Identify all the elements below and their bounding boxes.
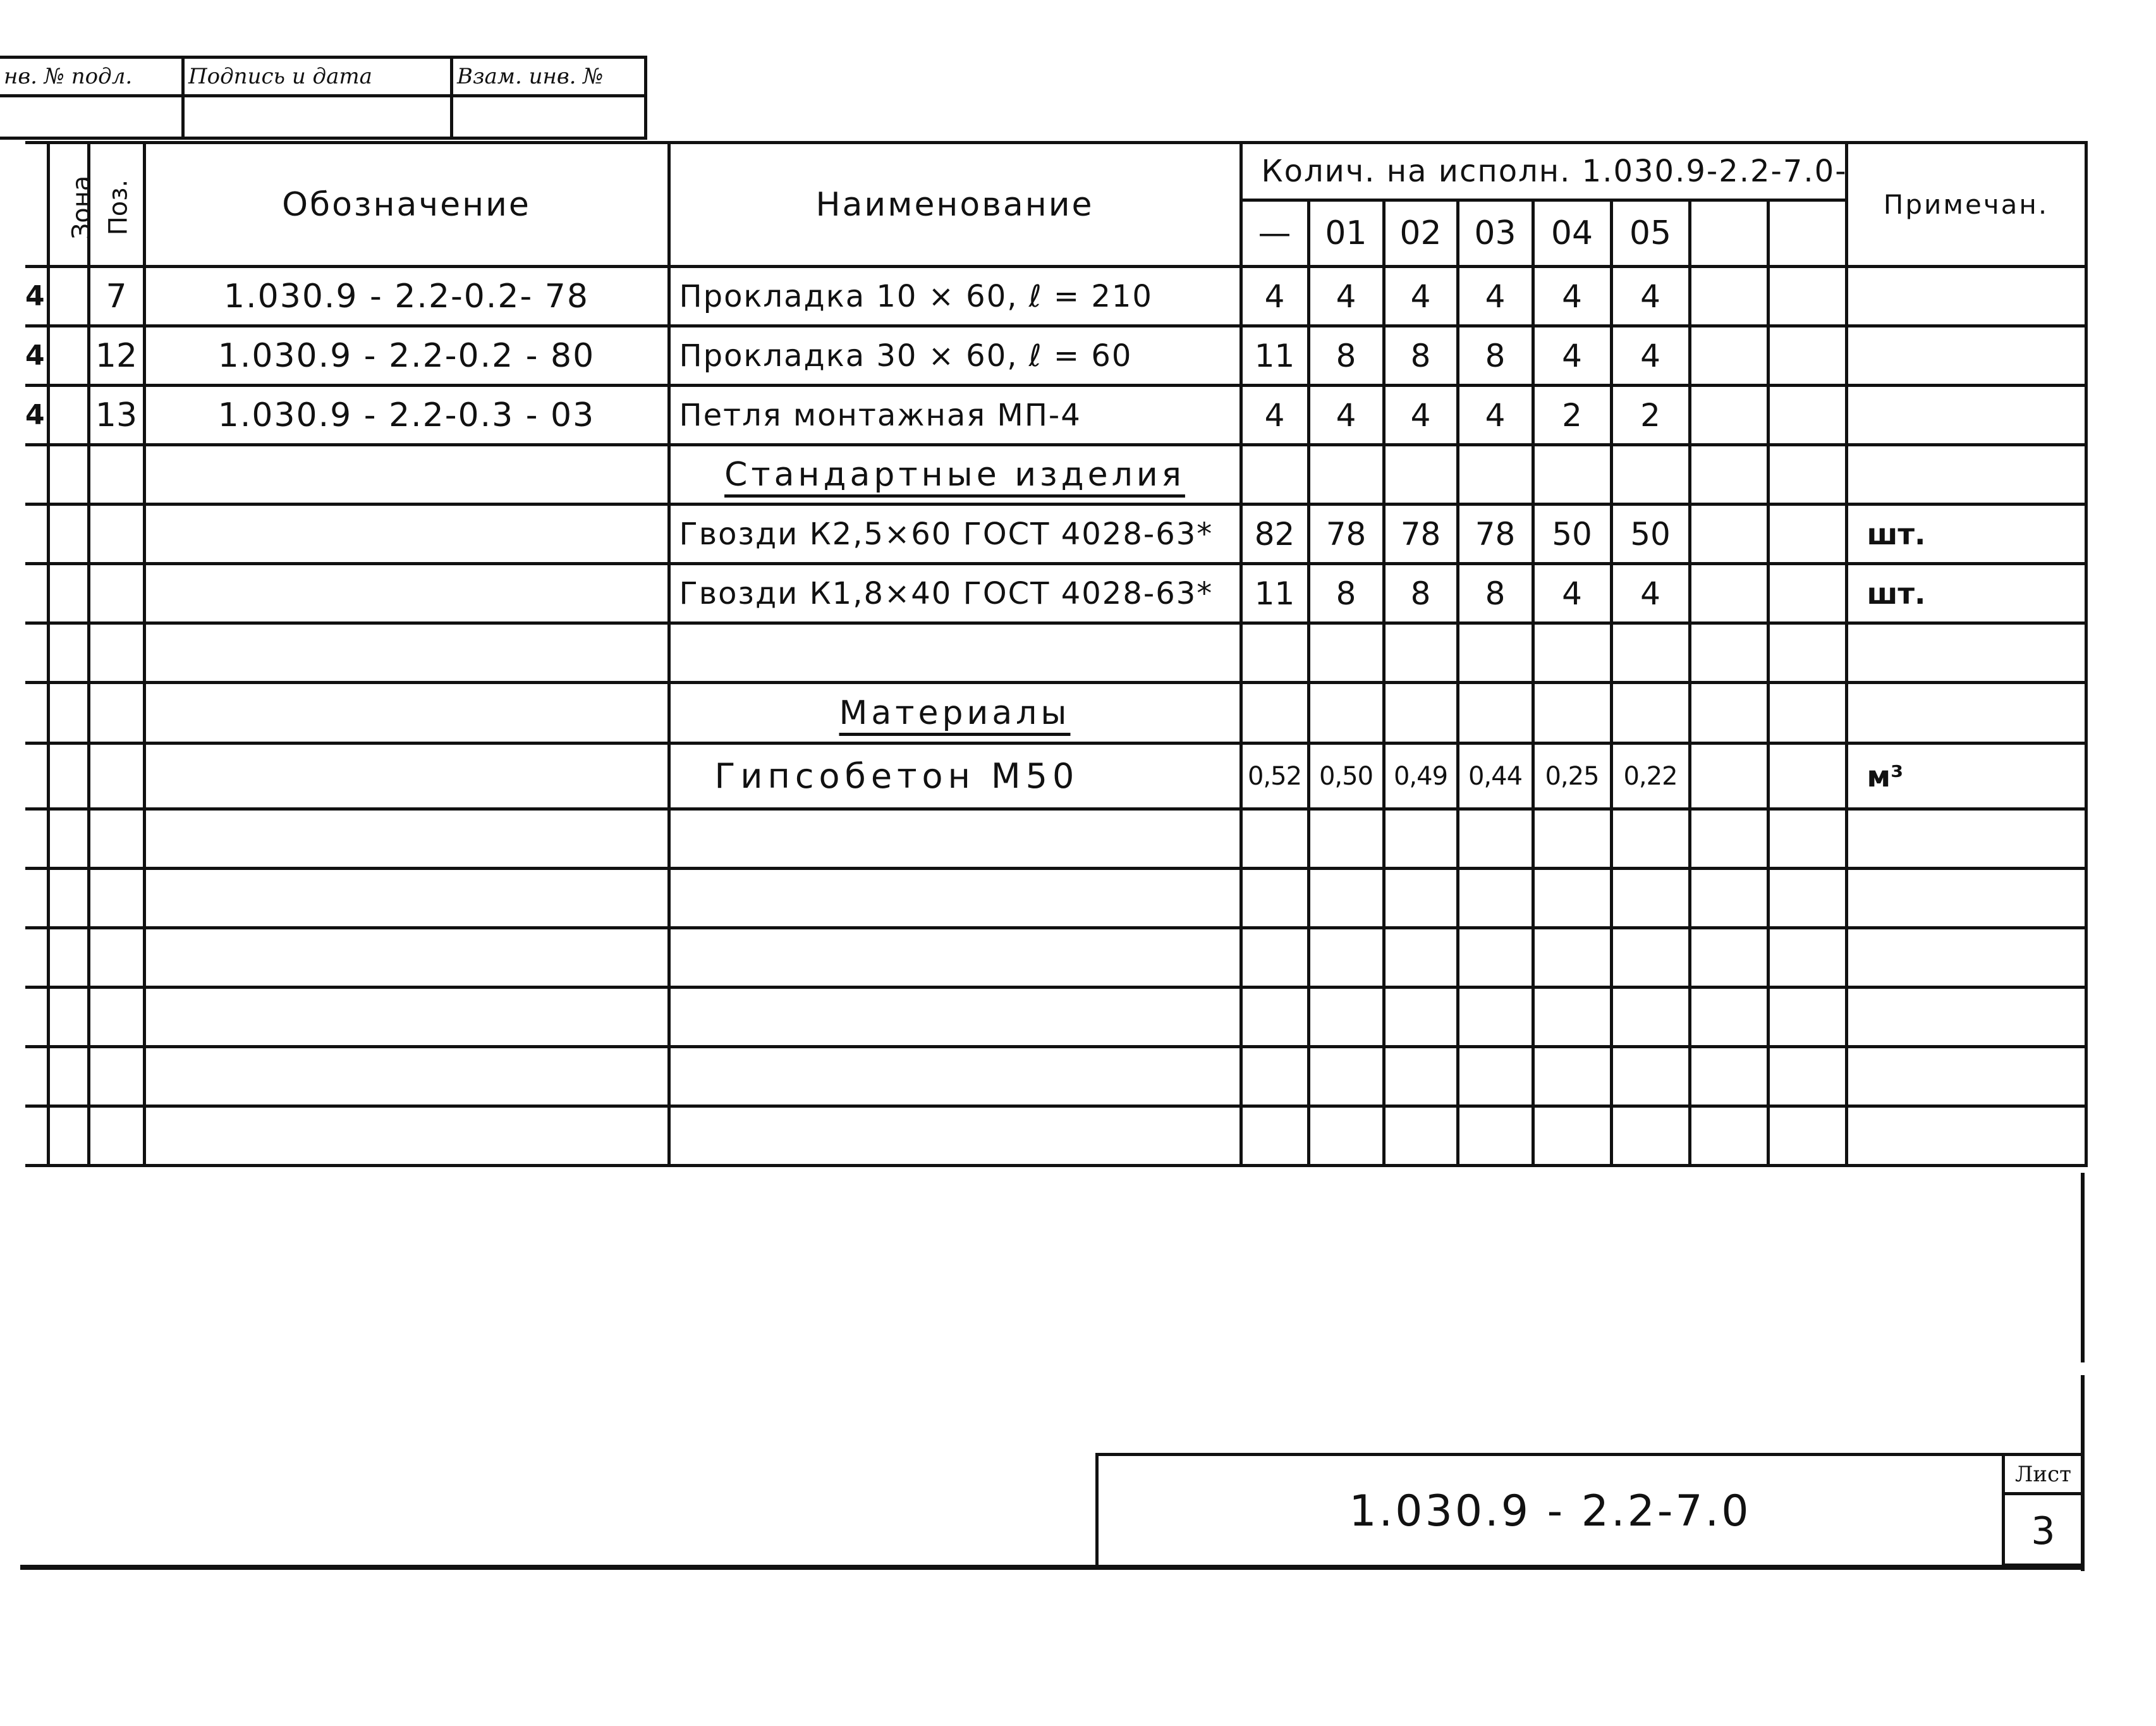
note-value (1846, 326, 2086, 386)
qty-value: 0,49 (1384, 744, 1458, 809)
qty-value: 2 (1611, 386, 1690, 445)
empty-row (25, 1106, 2086, 1166)
qty-value: 0,25 (1533, 744, 1611, 809)
variant-header (1768, 200, 1846, 267)
empty-row (25, 988, 2086, 1047)
qty-value: 8 (1384, 326, 1458, 386)
note-value (1846, 386, 2086, 445)
note-value: м³ (1846, 744, 2086, 809)
qty-value: 4 (1611, 564, 1690, 623)
qty-value: 4 (1308, 267, 1384, 326)
name-value: Прокладка 10 × 60, ℓ = 210 (669, 267, 1241, 326)
qty-value: 4 (1533, 326, 1611, 386)
table-row (25, 267, 2086, 326)
designation-value: 1.030.9 - 2.2-0.2- 78 (144, 267, 669, 326)
name-value: Прокладка 30 × 60, ℓ = 60 (669, 326, 1241, 386)
empty-row (25, 623, 2086, 683)
qty-value (1768, 326, 1846, 386)
qty-value: 4 (1458, 267, 1533, 326)
header-row (25, 143, 2086, 200)
qty-value: 11 (1241, 564, 1308, 623)
qty-value: 4 (1384, 267, 1458, 326)
qty-value: 0,50 (1308, 744, 1384, 809)
sheet-label: Лист (2005, 1456, 2081, 1495)
qty-value: 0,44 (1458, 744, 1533, 809)
qty-value: 50 (1533, 505, 1611, 564)
empty-row (25, 809, 2086, 869)
section-row (25, 445, 2086, 505)
frame-right-line (2081, 1173, 2085, 1362)
qty-value (1768, 744, 1846, 809)
qty-value (1690, 744, 1768, 809)
qty-value: 11 (1241, 326, 1308, 386)
variant-header: 02 (1384, 200, 1458, 267)
qty-value: 0,52 (1241, 744, 1308, 809)
stamp-sign-date-label: Подпись и дата (183, 58, 452, 96)
qty-value: 78 (1384, 505, 1458, 564)
qty-value (1690, 386, 1768, 445)
empty-row (25, 1047, 2086, 1106)
qty-value: 4 (1241, 267, 1308, 326)
quantity-header: Колич. на исполн. 1.030.9-2.2-7.0- (1241, 143, 1846, 200)
qty-value: 4 (1458, 386, 1533, 445)
table-row (25, 564, 2086, 623)
document-stamp (0, 56, 647, 140)
qty-value: 8 (1308, 564, 1384, 623)
name-header: Наименование (669, 143, 1241, 267)
designation-value: 1.030.9 - 2.2-0.2 - 80 (144, 326, 669, 386)
qty-value: 4 (1533, 564, 1611, 623)
sheet-box (2002, 1453, 2085, 1567)
stamp-inv-no-label: нв. № подл. (0, 58, 183, 96)
pos-value: 13 (88, 386, 144, 445)
qty-value (1768, 564, 1846, 623)
qty-value: 8 (1384, 564, 1458, 623)
variant-header: — (1241, 200, 1308, 267)
note-value: шт. (1846, 505, 2086, 564)
stamp-inv-no-value (0, 96, 183, 138)
empty-row (25, 928, 2086, 988)
section-row (25, 683, 2086, 744)
zone-cell (48, 326, 88, 386)
table-row (25, 744, 2086, 809)
table-row (25, 326, 2086, 386)
variant-header: 01 (1308, 200, 1384, 267)
qty-value (1690, 326, 1768, 386)
name-value: Гипсобетон М50 (669, 744, 1241, 809)
qty-value (1768, 505, 1846, 564)
zone-value: 4 (25, 267, 48, 326)
qty-value: 8 (1458, 564, 1533, 623)
name-value: Гвозди К2,5×60 ГОСТ 4028-63* (669, 505, 1241, 564)
title-block-code: 1.030.9 - 2.2-7.0 (1095, 1453, 2002, 1567)
variant-header: 03 (1458, 200, 1533, 267)
specification-table (25, 141, 2088, 1167)
qty-value: 8 (1458, 326, 1533, 386)
qty-value: 2 (1533, 386, 1611, 445)
name-value: Петля монтажная МП-4 (669, 386, 1241, 445)
variant-header (1690, 200, 1768, 267)
zone-cell (48, 386, 88, 445)
variant-header: 05 (1611, 200, 1690, 267)
qty-value: 8 (1308, 326, 1384, 386)
qty-value: 4 (1611, 267, 1690, 326)
zone-value: 4 (25, 326, 48, 386)
qty-value: 50 (1611, 505, 1690, 564)
stamp-sign-date-value (183, 96, 452, 138)
section-standard-title: Стандартные изделия (669, 445, 1241, 505)
note-header: Примечан. (1846, 143, 2086, 267)
variant-header: 04 (1533, 200, 1611, 267)
qty-value: 78 (1308, 505, 1384, 564)
designation-value: 1.030.9 - 2.2-0.3 - 03 (144, 386, 669, 445)
pos-value: 12 (88, 326, 144, 386)
table-row (25, 505, 2086, 564)
qty-value (1768, 386, 1846, 445)
pos-value: 7 (88, 267, 144, 326)
note-value: шт. (1846, 564, 2086, 623)
empty-row (25, 869, 2086, 928)
sheet-number: 3 (2031, 1509, 2056, 1553)
zone-cell (48, 267, 88, 326)
stamp-replace-inv-label: Взам. инв. № (452, 58, 646, 96)
zone-header: Зона (48, 143, 88, 267)
qty-value (1690, 564, 1768, 623)
qty-value: 82 (1241, 505, 1308, 564)
qty-value: 4 (1533, 267, 1611, 326)
qty-value (1690, 267, 1768, 326)
table-row (25, 386, 2086, 445)
zone-value: 4 (25, 386, 48, 445)
qty-value: 0,22 (1611, 744, 1690, 809)
qty-value: 4 (1308, 386, 1384, 445)
pos-header: Поз. (88, 143, 144, 267)
name-value: Гвозди К1,8×40 ГОСТ 4028-63* (669, 564, 1241, 623)
stamp-replace-inv-value (452, 96, 646, 138)
section-materials-title: Материалы (669, 683, 1241, 744)
qty-value: 4 (1611, 326, 1690, 386)
designation-header: Обозначение (144, 143, 669, 267)
note-value (1846, 267, 2086, 326)
zone-cell-header (25, 143, 48, 267)
qty-value (1768, 267, 1846, 326)
qty-value: 4 (1384, 386, 1458, 445)
qty-value: 4 (1241, 386, 1308, 445)
qty-value: 78 (1458, 505, 1533, 564)
qty-value (1690, 505, 1768, 564)
